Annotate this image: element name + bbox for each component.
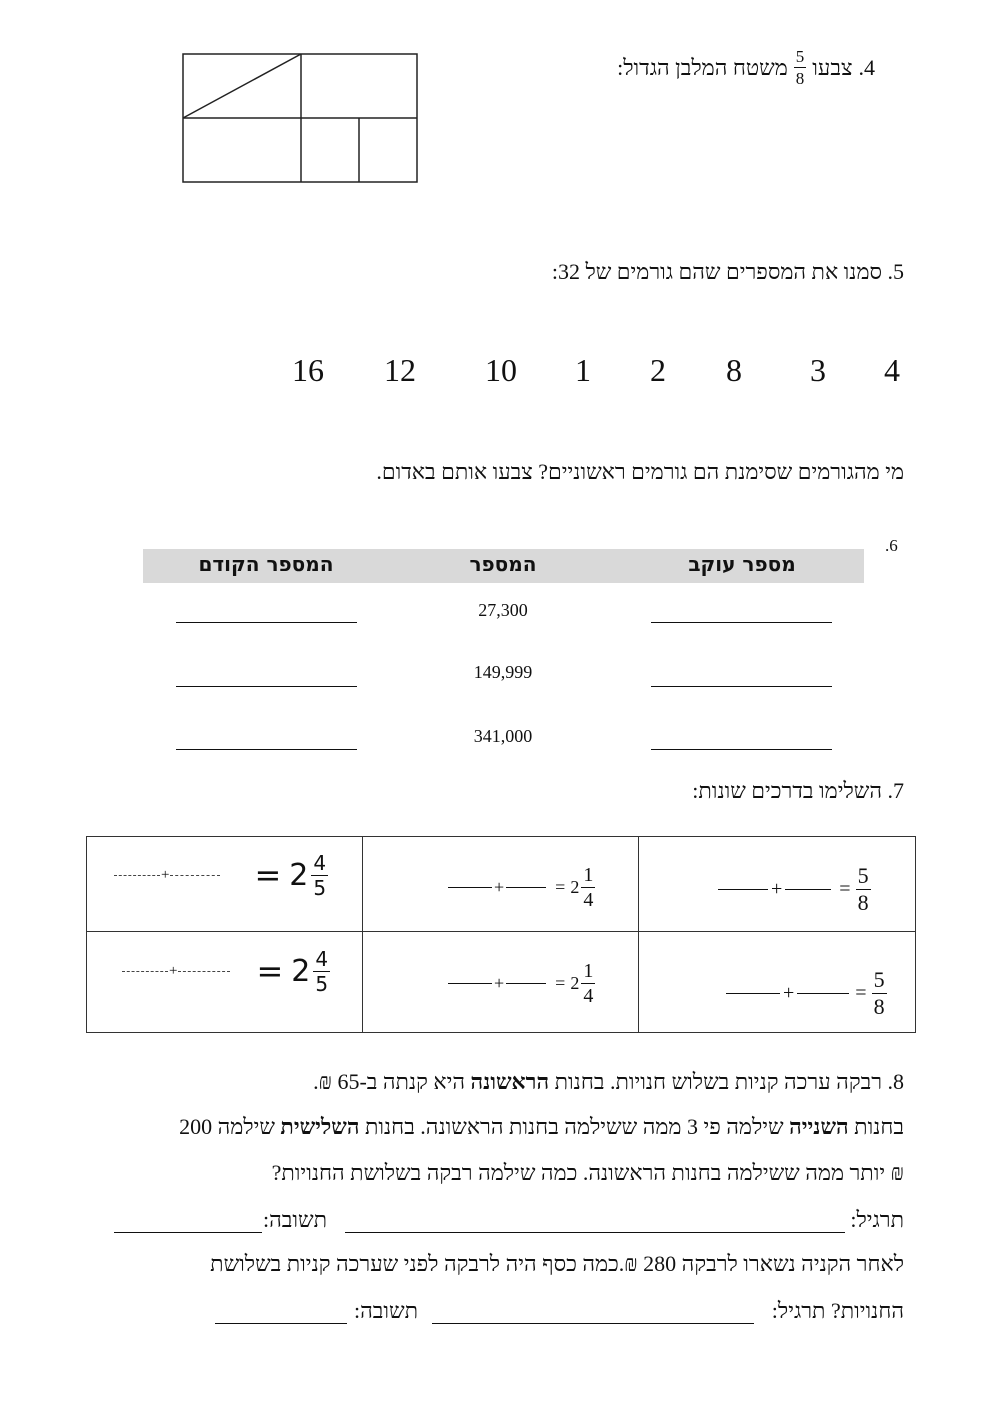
q5-number[interactable]: 12: [384, 352, 416, 388]
q7-numerator: 4: [313, 850, 327, 875]
q6-answer-prev-3[interactable]: [176, 749, 357, 750]
q8-bold: השלישית: [280, 1114, 360, 1139]
q7-fraction: [581, 961, 595, 1006]
q4-denominator: 8: [795, 69, 805, 88]
q8-text: 8. רבקה ערכה קניות בשלוש חנויות. בחנות: [549, 1069, 904, 1094]
q7-numerator: 1: [583, 959, 594, 982]
q7-denominator: 5: [313, 875, 327, 900]
q6-number: .6: [885, 536, 898, 555]
q7-equals: =: [839, 877, 851, 900]
q7-blank[interactable]: [448, 983, 492, 984]
q7-r1-c3: [114, 840, 328, 910]
q7-blank[interactable]: [726, 993, 780, 994]
q8-text: שילמה 200: [179, 1114, 281, 1139]
rectangle-figure[interactable]: [182, 53, 419, 184]
q7-numerator: 1: [583, 863, 594, 886]
q7-plus: +: [494, 876, 505, 897]
q5-followup: מי מהגורמים שסימנת הם גורמים ראשוניים? צבעו אותם באדום.: [376, 459, 904, 484]
q8-exercise-line[interactable]: [345, 1232, 845, 1233]
q7-blank[interactable]: [785, 889, 831, 890]
q8-answer-line[interactable]: [114, 1232, 262, 1233]
q6-answer-prev-1[interactable]: [176, 622, 357, 623]
q5-number[interactable]: 8: [726, 352, 742, 388]
q7-blank[interactable]: [448, 887, 492, 888]
q7-r2-c2: [448, 948, 595, 1018]
q7-whole: 2: [570, 876, 580, 897]
q8-text: שילמה פי 3 ממה ששילמה בחנות הראשונה. בחנות: [359, 1114, 790, 1139]
q7-whole: 2: [291, 953, 311, 989]
q8-line-3: ₪ יותר ממה ששילמה בחנות הראשונה. כמה שילמה רבקה בשלושת החנויות?: [271, 1160, 904, 1185]
q6-header-previous: המספר הקודם: [198, 552, 334, 576]
q8-text: בחנות: [848, 1114, 904, 1139]
q7-blank[interactable]: [170, 875, 220, 876]
q4-number: 4.: [858, 54, 875, 80]
q7-denominator: 8: [873, 993, 885, 1019]
q7-denominator: 4: [583, 888, 594, 911]
q7-numerator: 5: [873, 966, 885, 992]
q5-number[interactable]: 4: [884, 352, 900, 388]
q7-blank[interactable]: [114, 875, 160, 876]
q7-r2-c3: [122, 936, 330, 1006]
q7-denominator: 5: [315, 971, 329, 996]
q7-equals: =: [555, 972, 566, 993]
q7-fraction: [581, 865, 595, 910]
q7-fraction: [856, 862, 871, 915]
q7-blank[interactable]: [122, 971, 168, 972]
q7-r1-c2: [448, 852, 595, 922]
q7-blank[interactable]: [797, 993, 849, 994]
q7-fraction: [311, 850, 328, 900]
q7-whole: 2: [570, 972, 580, 993]
q4-instruction: [617, 48, 875, 87]
q8-line-6: החנויות? תרגיל:: [771, 1298, 904, 1323]
q8-bold: הראשונה: [470, 1069, 550, 1094]
q7-title: 7. השלימו בדרכים שונות:: [692, 778, 904, 803]
q4-fraction: [794, 48, 807, 87]
q7-plus: +: [494, 972, 505, 993]
q6-answer-next-3[interactable]: [651, 749, 832, 750]
q7-equals: =: [254, 856, 282, 894]
q8-line-5: לאחר הקניה נשארו לרבקה 280 ₪.כמה כסף היה לרבקה לפני שערכה קניות בשלושת: [210, 1251, 904, 1276]
q7-blank[interactable]: [178, 971, 230, 972]
q8-exercise-line-2[interactable]: [432, 1323, 754, 1324]
q7-plus: +: [771, 877, 783, 900]
q7-fraction: [313, 946, 330, 996]
q4-before: צבעו: [812, 54, 853, 80]
q7-whole: 2: [289, 857, 309, 893]
q5-number[interactable]: 1: [575, 352, 591, 388]
q5-instruction: 5. סמנו את המספרים שהם גורמים של 32:: [551, 259, 904, 284]
q7-plus: +: [169, 962, 178, 979]
q6-value: 27,300: [478, 600, 528, 620]
q7-grid-divider: [362, 837, 363, 1032]
q7-r1-c1: [718, 854, 871, 924]
q7-grid-divider: [638, 837, 639, 1032]
q6-answer-prev-2[interactable]: [176, 686, 357, 687]
q8-text: היא קנתה ב-65 ₪.: [313, 1069, 471, 1094]
q6-header-number: המספר: [469, 552, 537, 576]
q7-r2-c1: [726, 958, 887, 1028]
q4-after: משטח המלבן הגדול:: [617, 54, 788, 80]
q8-answer-label-2: תשובה:: [354, 1298, 418, 1323]
q7-plus: +: [161, 866, 170, 883]
q8-exercise-label: תרגיל:: [850, 1207, 904, 1232]
q8-bold: השנייה: [789, 1114, 849, 1139]
q7-equals: =: [855, 981, 867, 1004]
q8-answer-label: תשובה:: [263, 1207, 327, 1232]
q6-value: 149,999: [473, 662, 533, 682]
q6-value: 341,000: [473, 726, 533, 746]
q7-grid-divider: [87, 931, 915, 932]
q8-line-1: [313, 1069, 904, 1095]
q7-equals: =: [555, 876, 566, 897]
q7-numerator: 4: [315, 946, 329, 971]
q7-blank[interactable]: [506, 887, 546, 888]
q4-numerator: 5: [795, 47, 805, 66]
q5-number[interactable]: 10: [485, 352, 517, 388]
q7-denominator: 4: [583, 984, 594, 1007]
q6-answer-next-2[interactable]: [651, 686, 832, 687]
q7-plus: +: [783, 981, 795, 1004]
q8-line-2: [179, 1114, 904, 1140]
q7-fraction: [872, 966, 887, 1019]
q5-number[interactable]: 2: [650, 352, 666, 388]
q8-answer-line-2[interactable]: [215, 1323, 347, 1324]
q6-header-next: מספר עוקב: [688, 552, 796, 576]
q5-number[interactable]: 3: [810, 352, 826, 388]
q5-number[interactable]: 16: [292, 352, 324, 388]
q7-blank[interactable]: [718, 889, 768, 890]
q7-numerator: 5: [857, 862, 869, 888]
q6-answer-next-1[interactable]: [651, 622, 832, 623]
q7-blank[interactable]: [506, 983, 546, 984]
q7-equals: =: [256, 952, 284, 990]
rect-diagonal: [183, 54, 301, 118]
q7-denominator: 8: [857, 889, 869, 915]
